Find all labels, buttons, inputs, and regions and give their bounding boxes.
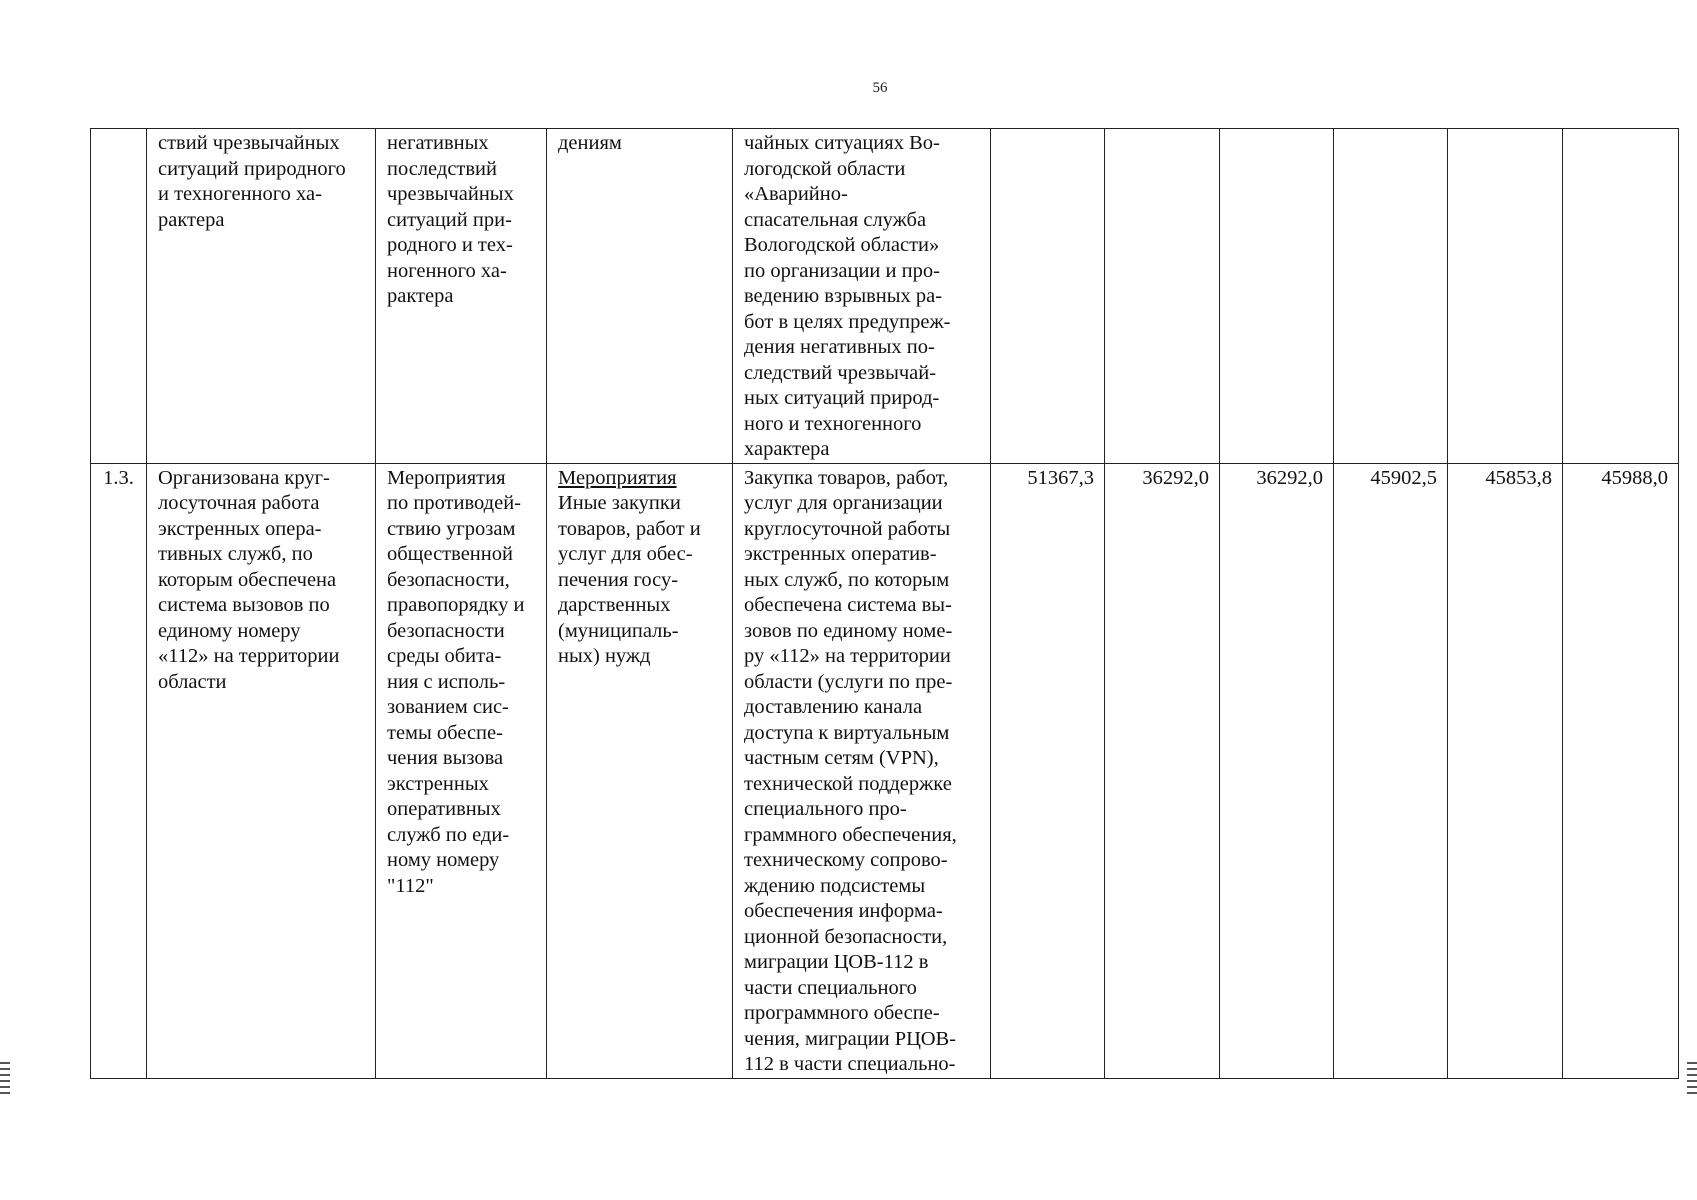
measure-cell: негативных последствий чрезвычайных ситуаций при- родного и тех- ногенного ха- рактера [376,129,547,464]
value-cell-3 [1220,129,1334,464]
value-cell-4: 45902,5 [1334,463,1448,1078]
row-index: 1.3. [91,463,147,1078]
table-row [91,129,1679,464]
value-cell-6 [1563,129,1679,464]
value-cell-6: 45988,0 [1563,463,1679,1078]
value-cell-1: 51367,3 [991,463,1105,1078]
direction-text: Иные закупки товаров, работ и услуг для обес- печения госу- дарственных (муниципаль- ных) нужд [558,492,701,667]
value-cell-3: 36292,0 [1220,463,1334,1078]
direction-heading: Мероприятия [558,466,677,489]
table-row [91,463,1679,1078]
scan-margin-marks-right [1687,1062,1697,1098]
value-cell-5: 45853,8 [1448,463,1563,1078]
value-cell-5 [1448,129,1563,464]
measure-cell: Мероприятия по противодей- ствию угрозам общественной безопасности, правопорядку и безопасности среды обита- ния с исполь- зованием сис- темы обеспе- чения вызова экстренных оперативных служб по еди- ному номеру "112" [376,463,547,1078]
direction-cell [547,463,733,1078]
value-cell-1 [991,129,1105,464]
scan-margin-marks-left [0,1062,10,1098]
row-index [91,129,147,464]
page-number: 56 [872,80,888,96]
result-cell: Организована круг- лосуточная работа экстренных опера- тивных служб, по которым обеспечена система вызовов по единому номеру «112» на территории области [147,463,376,1078]
value-cell-2 [1105,129,1220,464]
purchase-cell: чайных ситуациях Во- логодской области «Аварийно- спасательная служба Вологодской области» по организации и про- ведению взрывных ра- бот в целях предупреж- дения негативных по- следствий чрезвычай- ных ситуаций природ- ного и техногенного характера [733,129,991,464]
value-cell-4 [1334,129,1448,464]
purchase-cell: Закупка товаров, работ, услуг для организации круглосуточной работы экстренных оператив- ных служб, по которым обеспечена система вы- зовов по единому номе- ру «112» на территории области (услуги по пре- доставлению канала доступа к виртуальным частным сетям (VPN), технической поддержке специального про- граммного обеспечения, техническому сопрово- ждению подсистемы обеспечения информа- ционной безопасности, миграции ЦОВ-112 в части специального программного обеспе- чения, миграции РЦОВ- 112 в части специально- [733,463,991,1078]
direction-text: дениям [558,132,622,154]
direction-cell [547,129,733,464]
program-table [90,128,1679,1079]
result-cell: ствий чрезвычайных ситуаций природного и техногенного ха- рактера [147,129,376,464]
value-cell-2: 36292,0 [1105,463,1220,1078]
